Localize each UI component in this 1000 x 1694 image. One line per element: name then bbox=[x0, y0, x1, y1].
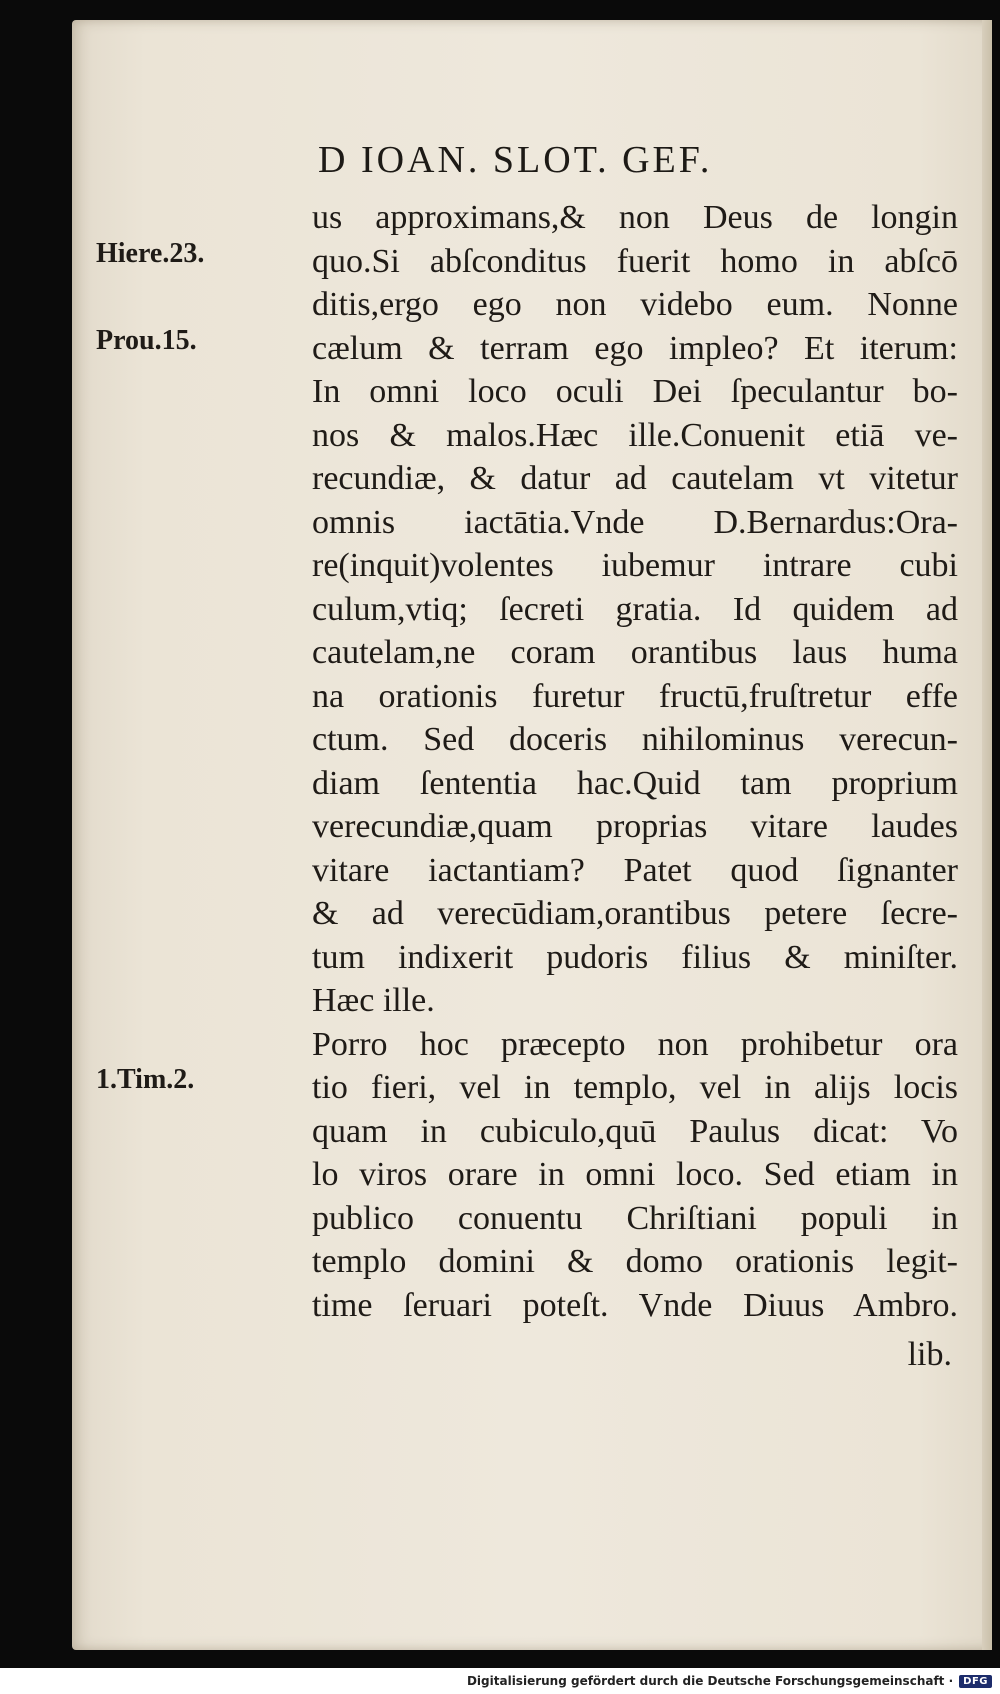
text-line: ctum. Sed doceris nihilominus verecun- bbox=[312, 721, 958, 758]
text-line: cautelam,ne coram orantibus laus huma bbox=[312, 634, 958, 671]
text-line: tio fieri, vel in templo, vel in alijs locis bbox=[312, 1069, 958, 1106]
catchword: lib. bbox=[907, 1336, 952, 1373]
text-line: cælum & terram ego impleo? Et iterum: bbox=[312, 329, 958, 367]
text-line: templo domini & domo orationis legit- bbox=[312, 1243, 958, 1280]
margin-note-hiere: Hiere.23. bbox=[96, 238, 205, 269]
footer-bar bbox=[0, 1668, 1000, 1694]
text-line: lo viros orare in omni loco. Sed etiam in bbox=[312, 1156, 958, 1193]
text-line: & ad verecūdiam,orantibus petere ſecre- bbox=[312, 895, 958, 932]
running-head: D IOAN. SLOT. GEF. bbox=[318, 139, 713, 181]
margin-note-prou: Prou.15. bbox=[96, 325, 197, 356]
text-line: ditis,ergo ego non videbo eum. Nonne bbox=[312, 286, 958, 323]
footer-credit: Digitalisierung gefördert durch die Deutsche Forschungsgemeinschaft · bbox=[466, 1674, 954, 1688]
main-text-block bbox=[312, 196, 958, 1327]
text-line: omnis iactātia.Vnde D.Bernardus:Ora- bbox=[312, 503, 958, 541]
text-line: diam ſententia hac.Quid tam proprium bbox=[312, 764, 958, 802]
text-line: Hæc ille. bbox=[312, 982, 435, 1019]
text-line: In omni loco oculi Dei ſpeculantur bo- bbox=[312, 373, 958, 410]
text-line: publico conuentu Chriſtiani populi in bbox=[312, 1199, 958, 1237]
text-line: time ſeruari poteſt. Vnde Diuus Ambro. bbox=[312, 1286, 958, 1324]
margin-notes bbox=[96, 0, 316, 1694]
text-line: nos & malos.Hæc ille.Conuenit etiā ve- bbox=[312, 416, 958, 454]
text-line: na orationis furetur fructū,fruſtretur effe bbox=[312, 677, 958, 715]
text-line: tum indixerit pudoris filius & miniſter. bbox=[312, 938, 958, 976]
text-line: us approximans,& non Deus de longin bbox=[312, 199, 958, 236]
text-line: verecundiæ,quam proprias vitare laudes bbox=[312, 808, 958, 845]
text-line: culum,vtiq; ſecreti gratia. Id quidem ad bbox=[312, 590, 958, 628]
page-edge bbox=[982, 20, 992, 1650]
text-line: vitare iactantiam? Patet quod ſignanter bbox=[312, 851, 958, 889]
margin-note-tim: 1.Tim.2. bbox=[96, 1064, 195, 1095]
text-line: recundiæ, & datur ad cautelam vt vitetur bbox=[312, 460, 958, 497]
text-line: quam in cubiculo,quū Paulus dicat: Vo bbox=[312, 1112, 958, 1150]
text-line: Porro hoc præcepto non prohibetur ora bbox=[312, 1025, 958, 1063]
text-line: re(inquit)volentes iubemur intrare cubi bbox=[312, 547, 958, 584]
dfg-logo: DFG bbox=[959, 1675, 992, 1688]
text-line: quo.Si abſconditus fuerit homo in abſcō bbox=[312, 242, 958, 280]
